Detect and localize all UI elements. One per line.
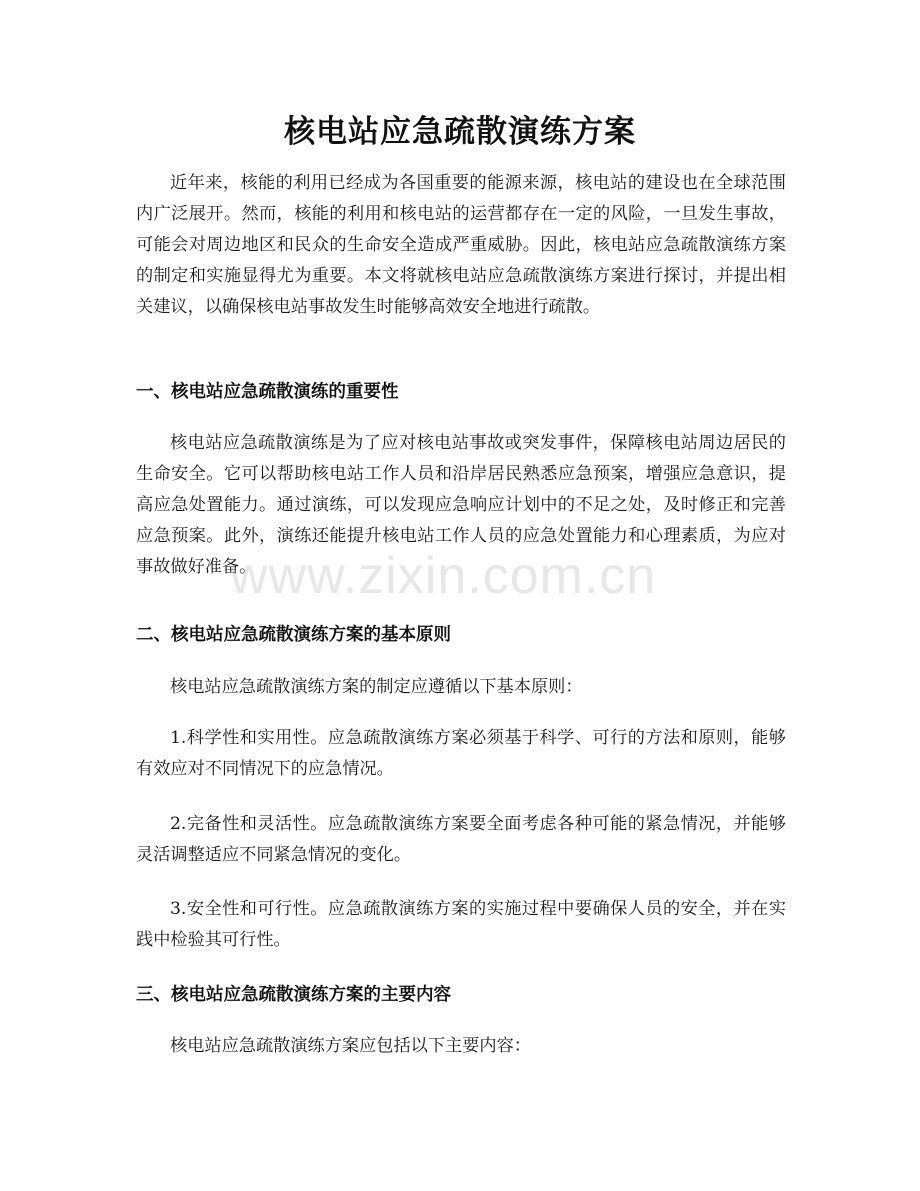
section-3-paragraph: 核电站应急疏散演练方案应包括以下主要内容： [170,1036,531,1056]
section-2-principle-1: 1.科学性和实用性。应急疏散演练方案必须基于科学、可行的方法和原则，能够有效应对不同情况下的应急情况。 [136,728,786,779]
section-2-principle-2: 2.完备性和灵活性。应急疏散演练方案要全面考虑各种可能的紧急情况，并能够灵活调整适应不同紧急情况的变化。 [136,814,786,865]
document-title: 核电站应急疏散演练方案 [284,114,636,150]
section-2-heading: 二、核电站应急疏散演练方案的基本原则 [136,625,451,645]
intro-paragraph: 近年来，核能的利用已经成为各国重要的能源来源，核电站的建设也在全球范围内广泛展开。然而，核能的利用和核电站的运营都存在一定的风险，一旦发生事故，可能会对周边地区和民众的生命安全造成严重威胁。因此，核电站应急疏散演练方案的制定和实施显得尤为重要。本文将就核电站应急疏散演练方案进行探讨，并提出相关建议，以确保核电站事故发生时能够高效安全地进行疏散。 [136,173,786,317]
section-1-heading: 一、核电站应急疏散演练的重要性 [136,382,399,402]
section-2-paragraph-intro: 核电站应急疏散演练方案的制定应遵循以下基本原则： [170,677,583,697]
watermark: www.zixin.com.cn [230,547,657,605]
section-1-paragraph: 核电站应急疏散演练是为了应对核电站事故或突发事件，保障核电站周边居民的生命安全。它可以帮助核电站工作人员和沿岸居民熟悉应急预案，增强应急意识，提高应急处置能力。通过演练，可以发现应急响应计划中的不足之处，及时修正和完善应急预案。此外，演练还能提升核电站工作人员的应急处置能力和心理素质，为应对事故做好准备。 [136,433,786,577]
section-2-principle-3: 3.安全性和可行性。应急疏散演练方案的实施过程中要确保人员的安全，并在实践中检验其可行性。 [136,899,786,950]
section-3-heading: 三、核电站应急疏散演练方案的主要内容 [136,985,451,1005]
